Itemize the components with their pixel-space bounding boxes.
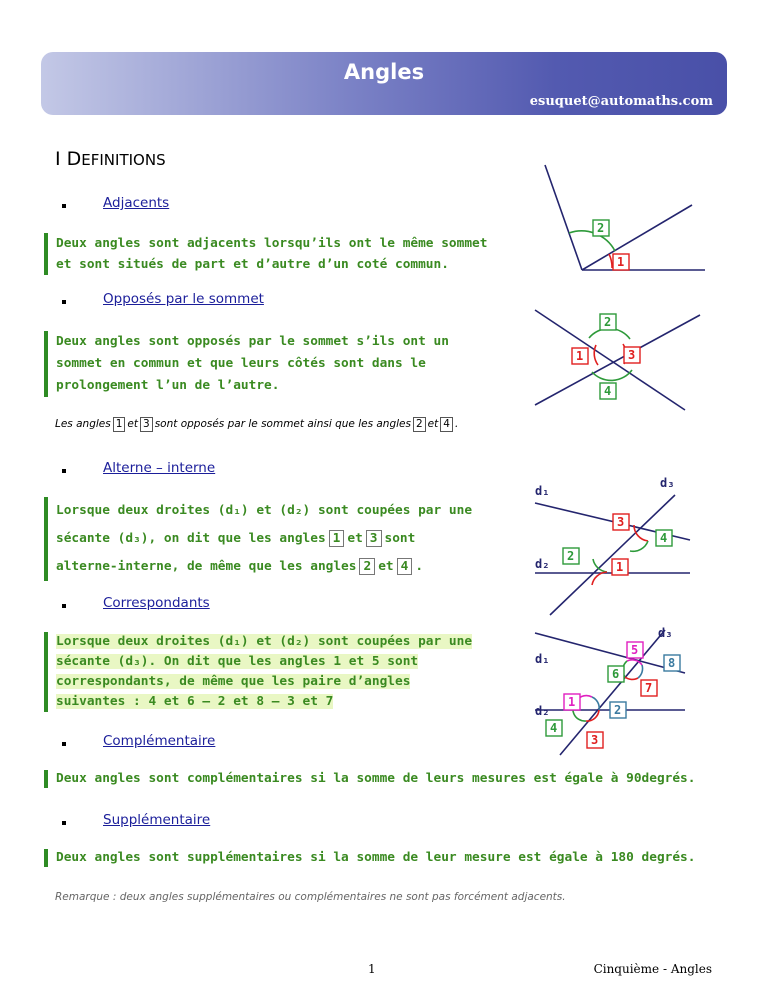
bullet-icon [62,204,66,208]
definition-text: . [415,559,424,574]
angle-box: 1 [329,530,345,547]
figure-label: 6 [612,667,620,681]
figure-label: 1 [617,255,625,269]
highlight-text: suivantes : 4 et 6 – 2 et 8 – 3 et 7 [56,694,334,709]
angle-box: 2 [359,558,375,575]
definition-text: sécante (d₃), on dit que les angles [56,531,326,546]
definition-opposes [44,331,449,397]
figure-label: 4 [550,721,558,735]
definition-adjacents [44,233,487,275]
heading-supplementaire: Supplémentaire [103,812,211,828]
definition-text: et [378,559,394,574]
definition-line [56,553,472,581]
heading-correspondants: Correspondants [103,595,210,611]
note-text: sont opposés par le sommet ainsi que les angles [154,418,411,430]
definition-line [56,652,472,672]
figure-label: 1 [616,560,624,574]
bullet-icon [62,742,66,746]
highlight-text: sécante (d₃). On dit que les angles 1 et 5 sont [56,654,419,669]
heading-adjacents: Adjacents [103,195,170,211]
note-box: 3 [140,417,153,432]
page-title: Angles [343,60,425,84]
figure-opposes [520,300,720,420]
note-text: et [427,418,439,430]
bullet-icon [62,300,66,304]
definition-line: Deux angles sont supplémentaires si la somme de leur mesure est égale à 180 degrés. [56,850,696,865]
figure-label: 2 [597,221,605,235]
note-opposes [55,417,458,432]
definition-text: alterne-interne, de même que les angles [56,559,357,574]
highlight-text: Lorsque deux droites (d₁) et (d₂) sont coupées par une [56,634,473,649]
line-label: d₃ [658,626,673,640]
figure-label: 4 [604,384,612,398]
figure-label: 7 [645,681,653,695]
heading-alterne: Alterne – interne [103,460,216,476]
line-label: d₁ [535,484,550,498]
figure-label: 3 [591,733,599,747]
definition-line: sommet en commun et que leurs côtés sont dans le [56,356,426,371]
figure-label: 8 [668,656,676,670]
definition-supplementaire [44,849,695,867]
remarque: Remarque : deux angles supplémentaires ou complémentaires ne sont pas forcément adjacents. [55,891,566,903]
definition-line: Deux angles sont complémentaires si la somme de leurs mesures est égale à 90degrés. [56,771,696,786]
angle-box: 3 [366,530,382,547]
note-text: et [127,418,138,430]
figure-adjacents [560,160,720,290]
figure-label: 5 [631,643,639,657]
footer-title: Cinquième - Angles [593,962,712,976]
figure-label: 1 [568,695,576,709]
author-email: esuquet@automaths.com [529,94,713,109]
figure-label: 3 [617,515,625,529]
page-number: 1 [368,962,376,976]
figure-correspondants [530,615,720,755]
definition-complementaire [44,770,695,788]
definition-text: et [347,531,363,546]
definition-line: et sont situés de part et d’autre d’un coté commun. [56,257,449,272]
figure-label: 1 [576,349,584,363]
definition-line: prolongement l’un de l’autre. [56,378,280,393]
figure-label: 3 [628,348,636,362]
heading-opposes: Opposés par le sommet [103,291,264,307]
definition-line [56,692,472,712]
figure-label: 2 [567,549,575,563]
bullet-icon [62,821,66,825]
line-label: d₂ [535,704,550,718]
definition-line [56,672,472,692]
note-box: 2 [413,417,426,432]
definition-line: Lorsque deux droites (d₁) et (d₂) sont coupées par une [56,503,473,518]
section-title-rest: EFINITIONS [81,151,166,169]
angle-box: 4 [397,558,413,575]
note-box: 1 [113,417,126,432]
section-title-first: I D [55,148,82,170]
figure-label: 2 [614,703,622,717]
figure-alterne [530,475,720,615]
line-label: d₃ [660,476,675,490]
note-box: 4 [440,417,453,432]
definition-line [56,525,472,553]
bullet-icon [62,604,66,608]
line-label: d₂ [535,557,550,571]
section-title [55,148,166,170]
header-banner [41,52,727,115]
note-text: . [454,418,459,430]
heading-complementaire: Complémentaire [103,733,216,749]
definition-correspondants [44,632,472,712]
definition-line [56,632,472,652]
figure-label: 4 [660,531,668,545]
definition-line: Deux angles sont adjacents lorsqu’ils ont le même sommet [56,236,488,251]
note-text: Les angles [55,418,111,430]
bullet-icon [62,469,66,473]
line-label: d₁ [535,652,550,666]
definition-line: Deux angles sont opposés par le sommet s’ils ont un [56,334,449,349]
figure-label: 2 [604,315,612,329]
definition-alterne [44,497,472,581]
highlight-text: correspondants, de même que les paire d’angles [56,674,411,689]
definition-text: sont [384,531,416,546]
